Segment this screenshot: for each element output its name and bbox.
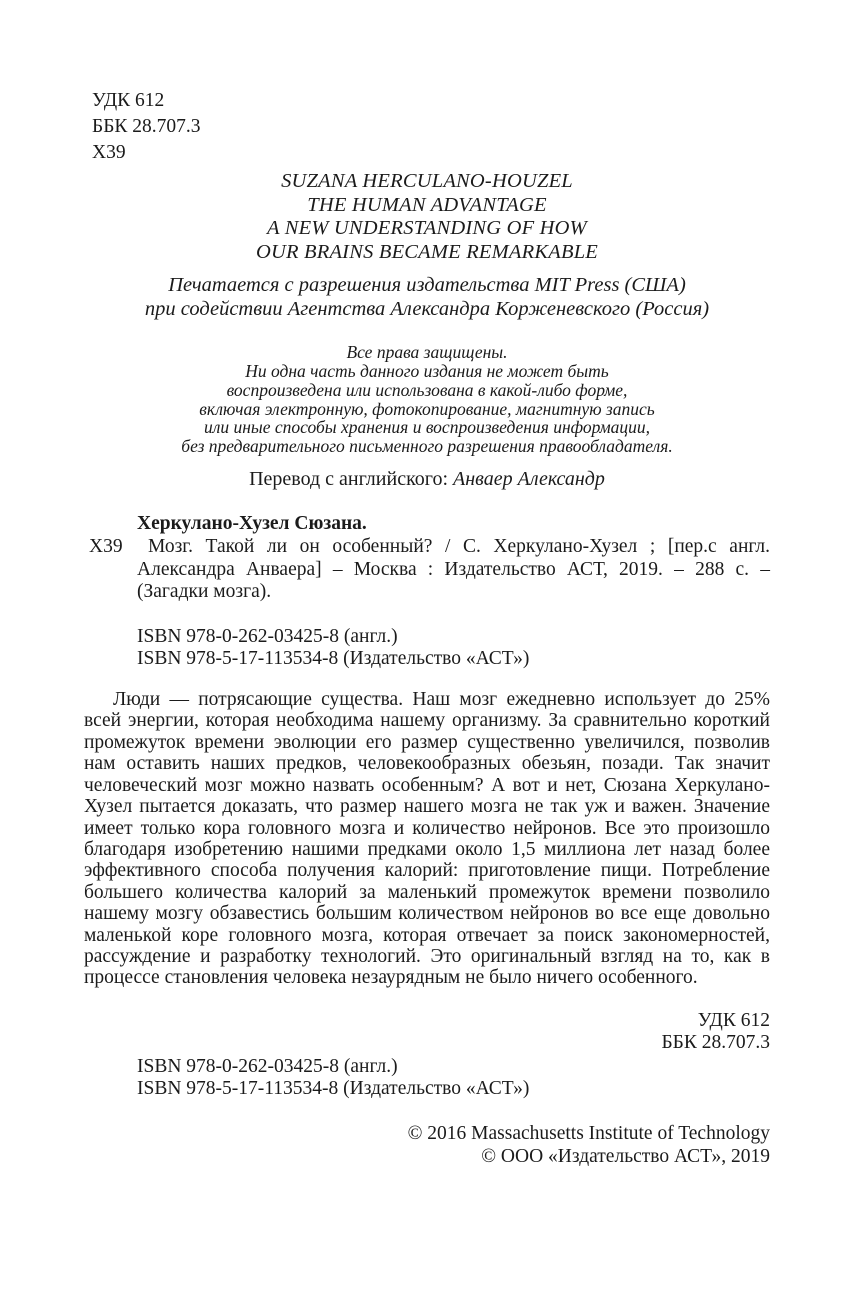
rights-line: включая электронную, фотокопирование, магнитную запись (199, 398, 655, 419)
copyright-block (84, 1122, 770, 1168)
rights-line: Все права защищены. (346, 341, 508, 362)
original-title-block (84, 170, 770, 265)
catalog-description (89, 535, 770, 604)
isbn-block-top (137, 626, 770, 670)
copyright-ast: © ООО «Издательство АСТ», 2019 (481, 1145, 770, 1167)
isbn-block-bottom (137, 1056, 770, 1100)
isbn-english: ISBN 978-0-262-03425-8 (англ.) (137, 626, 398, 648)
rights-line: Ни одна часть данного издания не может быть (245, 360, 609, 381)
original-subtitle-line: OUR BRAINS BECAME REMARKABLE (255, 241, 599, 264)
rights-line: или иные способы хранения и воспроизведения информации, (203, 417, 651, 438)
catalog-author-sign: Х39 (89, 535, 123, 557)
catalog-description-text: Мозг. Такой ли он особенный? / С. Херкулано-Хузел ; [пер.с англ. Александра Анваера] – Москва : Издательство АСТ, 2019. – 288 с. – (Загадки мозга). (137, 535, 770, 603)
annotation-paragraph: Люди — потрясающие существа. Наш мозг ежедневно использует до 25% всей энергии, которая необходима нашему организму. За сравнительно короткий промежуток времени эволюции его размер существенно увеличился, позволив нам оставить наших предков, человекообразных обезьян, позади. Так значит человеческий мозг можно назвать особенным? А вот и нет, Сюзана Херкулано-Хузел пытается доказать, что размер нашего мозга не так уж и важен. Значение имеет только кора головного мозга и количество нейронов. Все это произошло благодаря изобретению нашими предками около 1,5 миллиона лет назад более эффективного способа получения калорий: приготовление пищи. Потребление большего количества калорий за маленький промежуток времени позволило нашему мозгу обзавестись большим количеством нейронов во все еще довольно маленькой коре головного мозга, которая отвечает за поиск закономерностей, рассуждение и разработку технологий. Это оригинальный взгляд на то, как в процессе становления человека незаурядным не было ничего особенного. (84, 689, 770, 989)
original-subtitle-line: A NEW UNDERSTANDING OF HOW (267, 217, 587, 240)
rights-line: без предварительного письменного разрешения правообладателя. (181, 436, 673, 457)
permission-line: при содействии Агентства Александра Корженевского (Россия) (144, 297, 710, 320)
translator-name: Анваер Александр (453, 468, 605, 491)
page-content (84, 0, 770, 1168)
permission-note (84, 273, 770, 321)
isbn-english-bottom: ISBN 978-0-262-03425-8 (англ.) (137, 1055, 398, 1077)
catalog-author-heading: Херкулано-Хузел Сюзана. (137, 513, 367, 535)
translation-credit (84, 467, 770, 491)
udk-code-bottom: УДК 612 (697, 1009, 770, 1031)
classification-top-block (92, 88, 770, 166)
original-title-line: THE HUMAN ADVANTAGE (307, 193, 547, 216)
rights-reserved-block (84, 343, 770, 456)
isbn-russian-bottom: ISBN 978-5-17-113534-8 (Издательство «АСТ») (137, 1077, 530, 1099)
bbk-code: ББК 28.707.3 (92, 116, 201, 137)
author-sign: Х39 (92, 142, 126, 163)
udk-code: УДК 612 (92, 90, 165, 111)
rights-line: воспроизведена или использована в какой-либо форме, (226, 379, 628, 400)
catalog-entry-block (84, 513, 770, 604)
copyright-mit: © 2016 Massachusetts Institute of Technology (407, 1122, 770, 1144)
isbn-russian: ISBN 978-5-17-113534-8 (Издательство «АСТ») (137, 648, 530, 670)
permission-line: Печатается с разрешения издательства MIT Press (США) (168, 273, 686, 296)
original-author: SUZANA HERCULANO-HOUZEL (281, 170, 573, 192)
classification-bottom-block (84, 1010, 770, 1054)
bbk-code-bottom: ББК 28.707.3 (661, 1031, 770, 1053)
translation-label: Перевод с английского: (249, 468, 454, 491)
